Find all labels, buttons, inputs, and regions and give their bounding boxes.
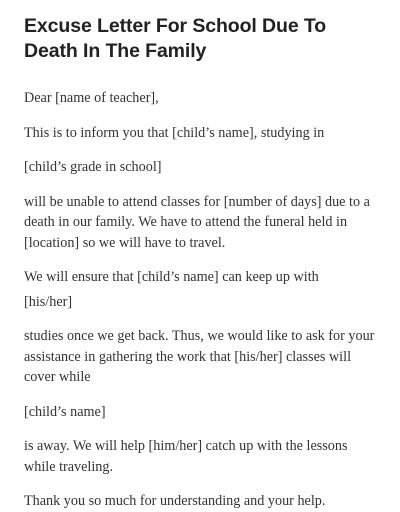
salutation: Dear [name of teacher], — [24, 90, 159, 106]
closing-thanks: Thank you so much for understanding and your help. — [24, 493, 326, 509]
paragraph-assistance: studies once we get back. Thus, we would like to ask for your assistance in gathering the work that [his/her] classes will cover while — [24, 328, 375, 385]
paragraph-ensure: We will ensure that [child’s name] can keep up with — [24, 269, 319, 285]
paragraph-absence: will be unable to attend classes for [number of days] due to a death in our family. We have to attend the funeral held in [location] so we will have to travel. — [24, 193, 370, 251]
letter-page — [24, 14, 376, 512]
placeholder-pronoun: [his/her] — [24, 293, 73, 310]
paragraph-intro: This is to inform you that [child’s name], studying in — [24, 124, 325, 141]
page-title: Excuse Letter For School Due To Death In The Family — [24, 15, 327, 62]
placeholder-child-name: [child’s name] — [24, 403, 106, 420]
paragraph-catch-up: is away. We will help [him/her] catch up with the lessons while traveling. — [24, 438, 348, 475]
placeholder-grade: [child’s grade in school] — [24, 159, 162, 175]
